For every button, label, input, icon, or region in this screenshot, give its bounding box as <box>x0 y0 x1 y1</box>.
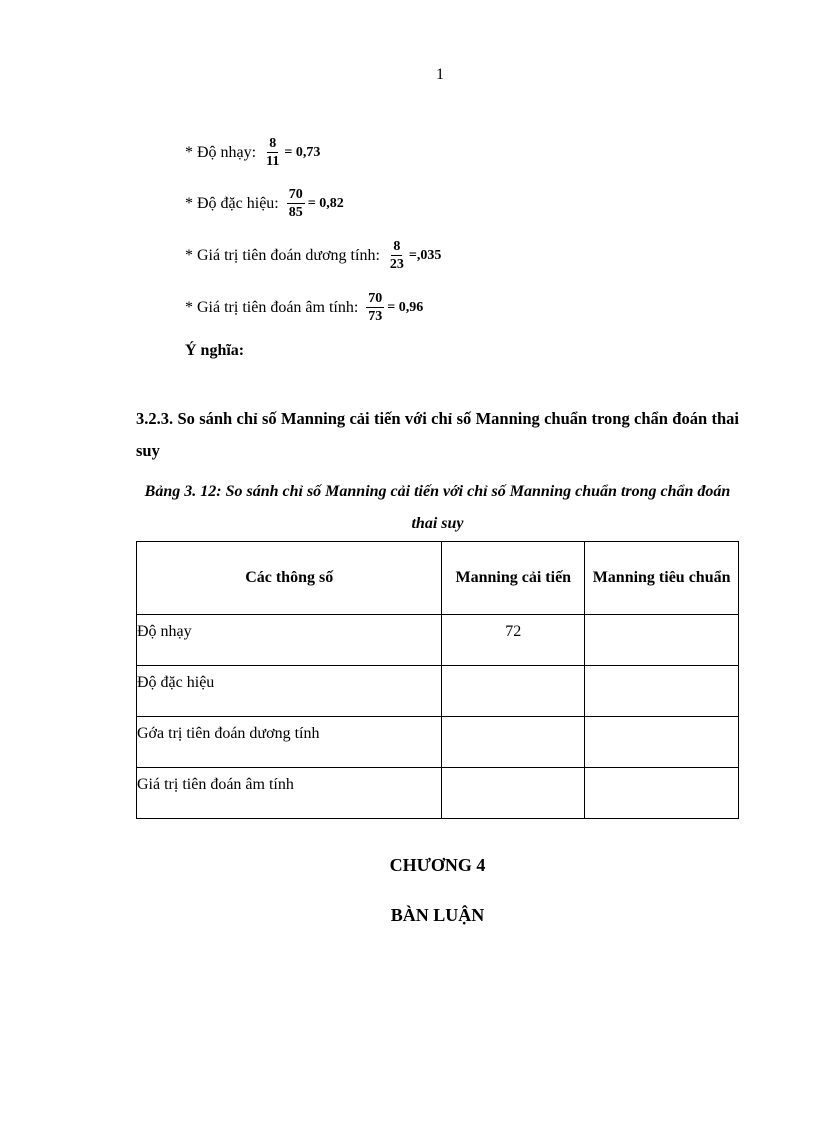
section-heading: 3.2.3. So sánh chỉ số Manning cải tiến với chỉ số Manning chuẩn trong chẩn đoán thai suy <box>136 409 739 460</box>
table-cell: Độ nhạy <box>137 615 442 666</box>
metric-npv <box>185 291 423 324</box>
metric-result: =,035 <box>408 247 442 263</box>
metric-result: = 0,73 <box>284 144 321 160</box>
table-cell: Độ đặc hiệu <box>137 666 442 717</box>
header-parameters: Các thông số <box>137 542 442 615</box>
page-number: 1 <box>436 66 444 83</box>
table-cell <box>585 666 739 717</box>
table-caption: Bảng 3. 12: So sánh chỉ số Manning cải tiến với chỉ số Manning chuẩn trong chẩn đoán thai suy <box>144 483 731 532</box>
table-row <box>137 717 739 768</box>
metric-sensitivity <box>185 136 320 169</box>
table-row <box>137 666 739 717</box>
fraction-denominator: 85 <box>288 205 303 220</box>
table-cell <box>585 615 739 666</box>
fraction-numerator: 70 <box>368 291 383 306</box>
chapter-title: BÀN LUẬN <box>390 905 485 925</box>
metric-label: * Giá trị tiên đoán dương tính: <box>185 246 380 264</box>
table-row <box>137 768 739 819</box>
table-cell <box>585 717 739 768</box>
metric-ppv <box>185 239 441 272</box>
metric-result: = 0,82 <box>307 195 344 211</box>
chapter-number: CHƯƠNG 4 <box>389 855 486 875</box>
fraction <box>366 291 384 324</box>
table-cell: Giá trị tiên đoán âm tính <box>137 768 442 819</box>
comparison-table <box>136 541 739 819</box>
fraction-numerator: 8 <box>269 136 277 151</box>
fraction <box>287 187 305 220</box>
metric-label: * Độ đặc hiệu: <box>185 194 279 212</box>
table-cell <box>442 768 585 819</box>
table-cell <box>585 768 739 819</box>
table-cell: Gớa trị tiên đoán dương tính <box>137 717 442 768</box>
metric-label: * Giá trị tiên đoán âm tính: <box>185 298 359 316</box>
meaning-label: Ý nghĩa: <box>185 342 245 359</box>
fraction <box>388 239 406 272</box>
table-header-row <box>137 542 739 615</box>
header-manning-improved: Manning cải tiến <box>442 542 585 615</box>
fraction-numerator: 8 <box>393 239 401 254</box>
table-row <box>137 615 739 666</box>
fraction-denominator: 73 <box>368 309 383 324</box>
fraction <box>264 136 281 169</box>
metric-specificity <box>185 187 344 220</box>
metric-result: = 0,96 <box>387 299 424 315</box>
table-cell <box>442 666 585 717</box>
fraction-denominator: 11 <box>266 154 280 169</box>
table-cell: 72 <box>442 615 585 666</box>
header-manning-standard: Manning tiêu chuẩn <box>585 542 739 615</box>
fraction-denominator: 23 <box>389 257 404 272</box>
table-cell <box>442 717 585 768</box>
metric-label: * Độ nhạy: <box>185 143 257 161</box>
fraction-numerator: 70 <box>288 187 303 202</box>
